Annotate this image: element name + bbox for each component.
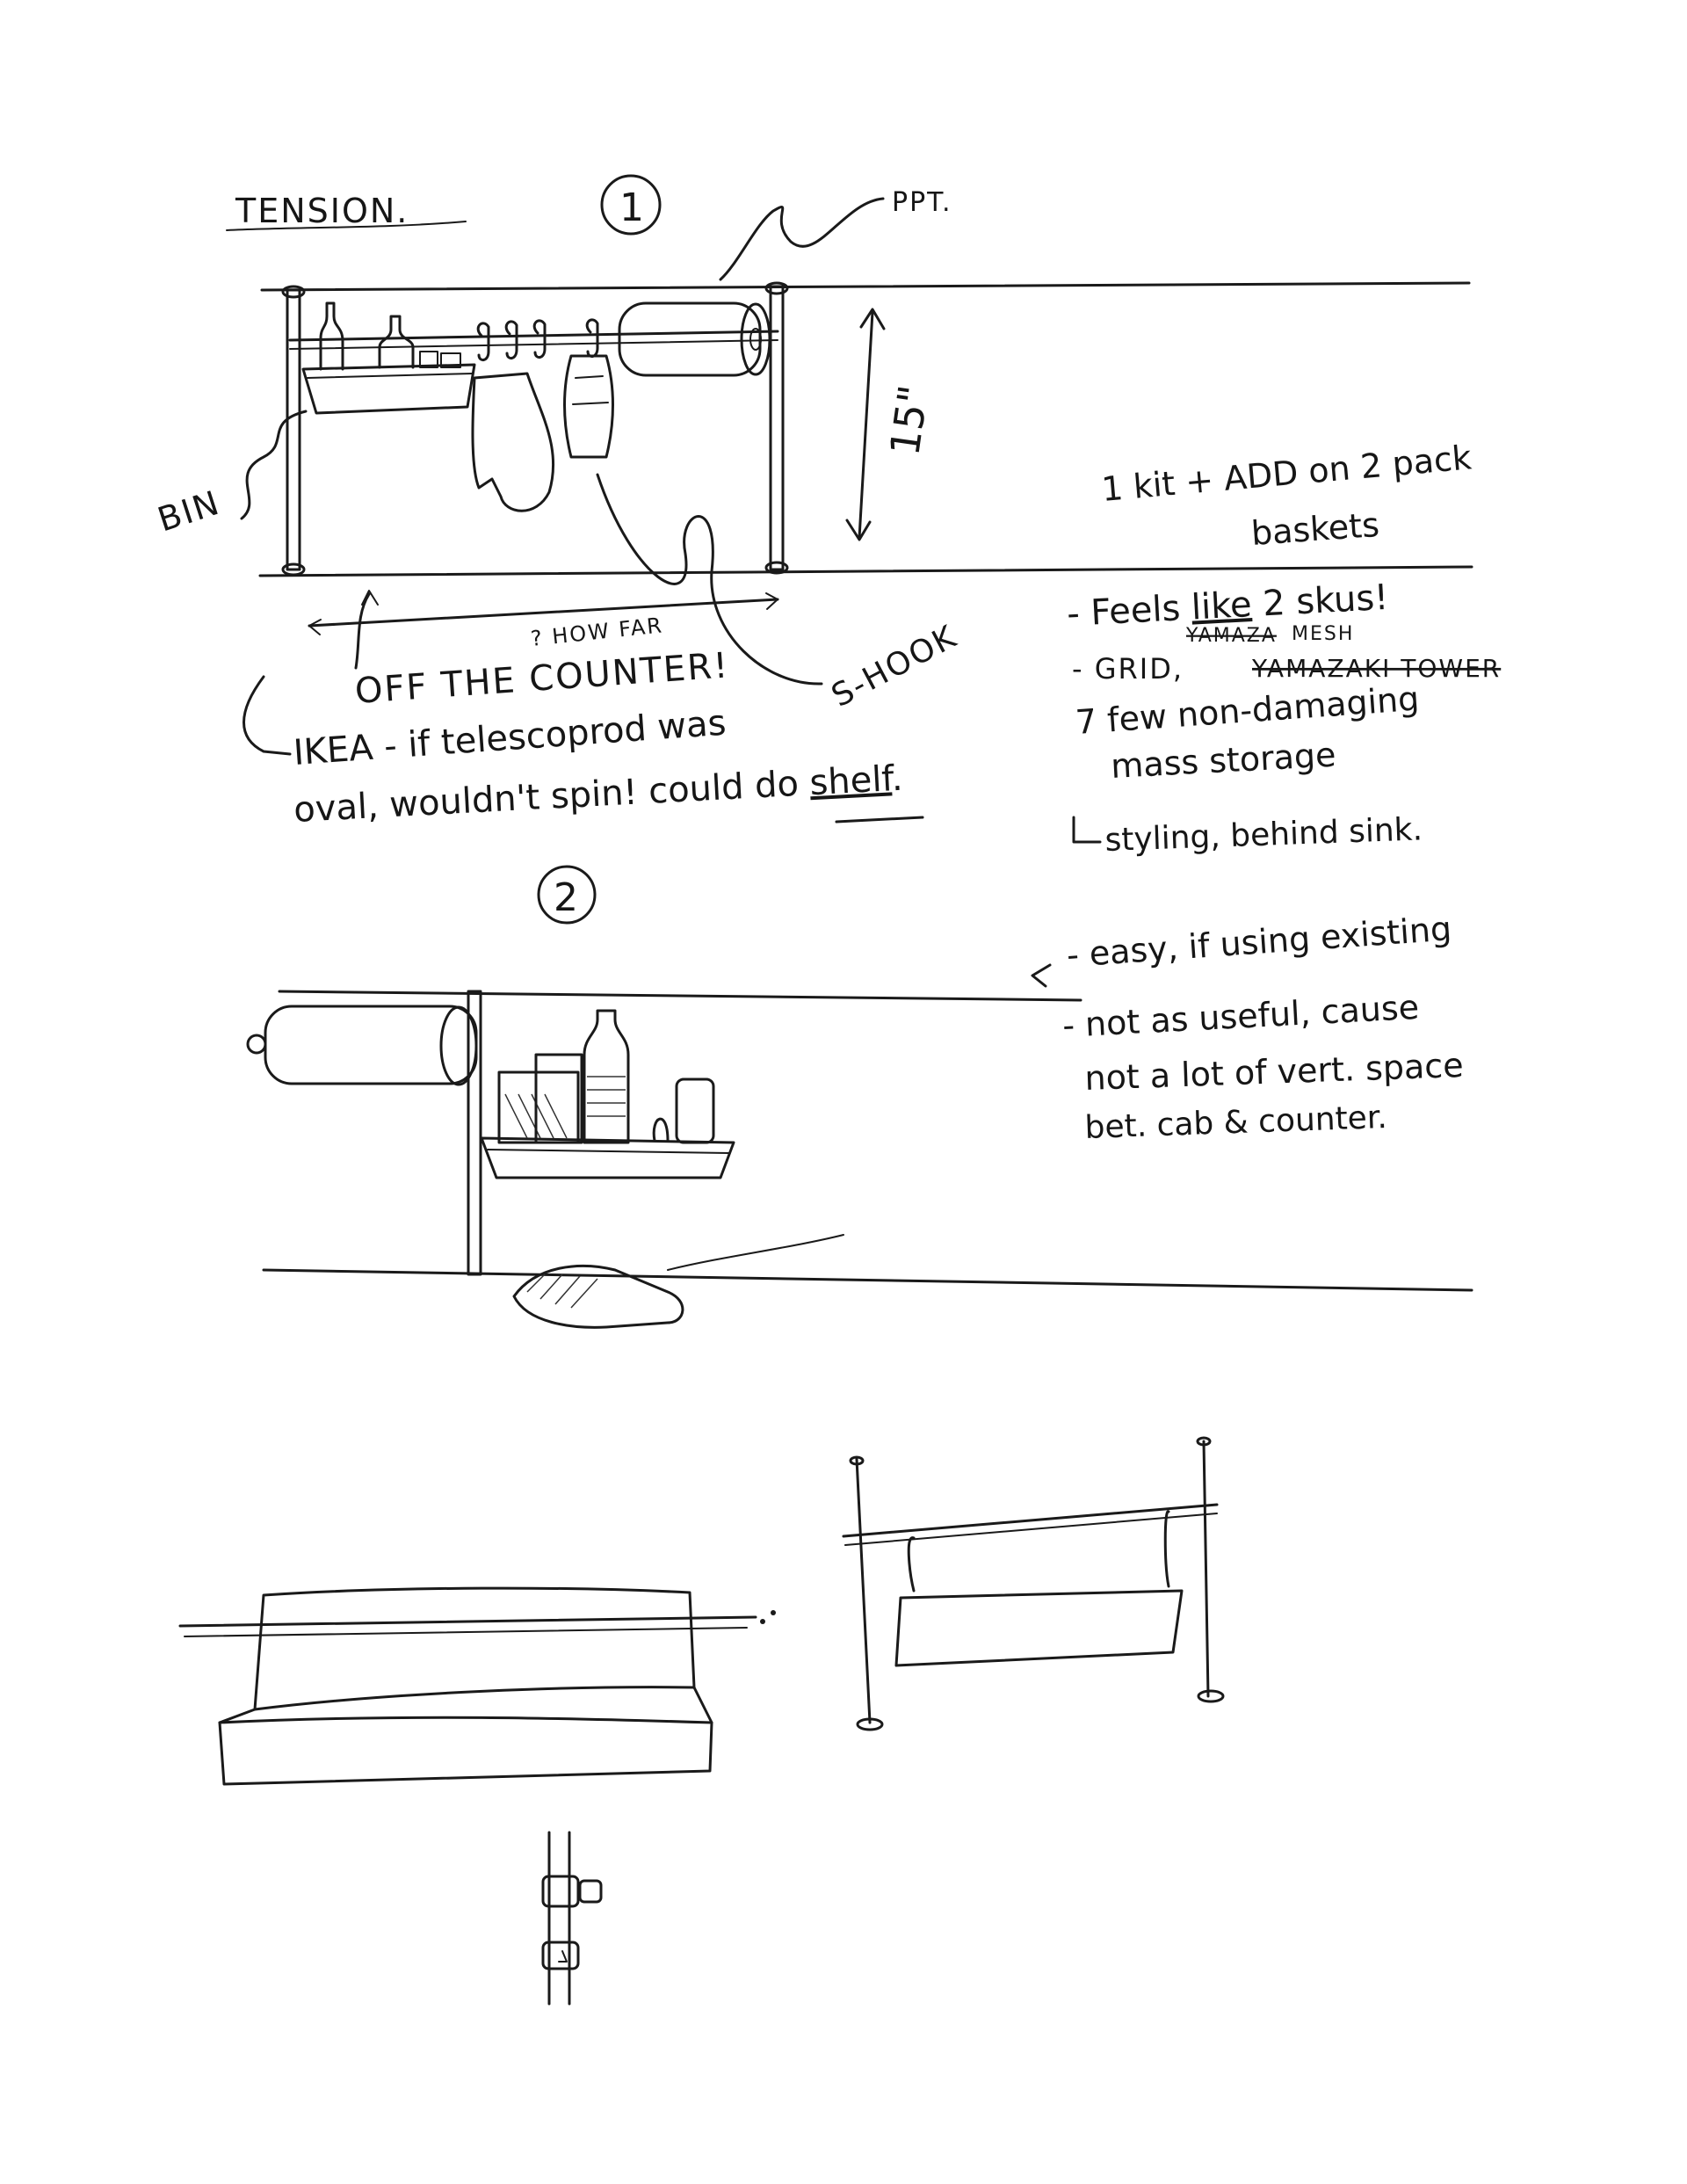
concept-1-number: 1 [619, 185, 644, 230]
styling-note-arrow [1074, 817, 1100, 842]
feels-note-start: - Feels [1066, 587, 1193, 635]
kit-note-line-2: baskets [1249, 504, 1381, 553]
shelf-underline [836, 817, 923, 822]
cabinet-underside-line [262, 283, 1469, 290]
horizontal-rod-lower [290, 340, 778, 349]
concept-2-sketch [248, 867, 1472, 1327]
counter-line [260, 567, 1472, 576]
easy-note-arrow [1032, 965, 1050, 986]
bottle-2 [380, 316, 413, 367]
tray-rim [488, 1150, 729, 1153]
tray-rod-line [180, 1617, 756, 1626]
kit-note-line-1: 1 kit + ADD on 2 pack [1099, 438, 1473, 509]
counter-mitt-hatching [527, 1274, 597, 1308]
ikea-note-arrow [244, 677, 291, 754]
tray-back-wall [255, 1588, 694, 1709]
concept-2-number: 2 [554, 875, 578, 920]
easy-note: - easy, if using existing [1065, 909, 1453, 975]
storage-box-2 [536, 1055, 582, 1143]
bin-leader [242, 411, 306, 519]
offset-arrow-left [309, 620, 321, 635]
clamp-pole [549, 1832, 569, 2004]
useful-note-line-2: not a lot of vert. space [1083, 1045, 1465, 1098]
struck-yamazaki-1: YAMAZA [1186, 625, 1277, 647]
ikea-note-line-2-end: . [890, 758, 904, 800]
off-the-counter-label: OFF THE COUNTER! [353, 645, 731, 712]
small-jar [654, 1119, 668, 1141]
tray-dot-1 [760, 1619, 765, 1624]
ppt-leader [720, 199, 883, 279]
height-dimension-line [859, 312, 872, 538]
rack-right-foot [1198, 1691, 1223, 1701]
styling-note: styling, behind sink. [1104, 811, 1423, 859]
tray-basket [481, 1138, 734, 1178]
rack-basket [896, 1591, 1182, 1665]
mesh-note: MESH [1292, 623, 1355, 645]
s-hook-1 [478, 323, 489, 360]
side-notes [1066, 438, 1501, 859]
rack-right-pole [1204, 1441, 1208, 1696]
paper-towel-2-knob [248, 1035, 265, 1053]
rack-hook-right [1165, 1512, 1169, 1586]
height-arrow-bottom [847, 520, 870, 540]
how-far-label: ? HOW FAR [529, 613, 665, 651]
bottom-sketches [180, 1438, 1223, 2004]
rack-left-pole [857, 1459, 870, 1723]
mitt-shadow-line [668, 1235, 844, 1270]
tray-dot-2 [771, 1610, 776, 1615]
cabinet-2-underside-line [279, 991, 1081, 1000]
s-hook-3 [534, 321, 545, 358]
tray-rod-line-2 [185, 1628, 747, 1636]
hanging-towel [565, 356, 613, 457]
bottle-1 [321, 303, 343, 369]
height-label: 15" [880, 382, 938, 459]
rack-hook-left [909, 1538, 914, 1591]
canister [677, 1079, 713, 1143]
ikea-note-line-2 [293, 758, 903, 831]
feels-note-like: like [1190, 584, 1253, 628]
feels-note-end: 2 skus! [1250, 577, 1390, 625]
paper-towel-2-end [441, 1007, 476, 1085]
bin-basket [303, 365, 474, 413]
clamp-knob [580, 1881, 601, 1902]
few-note-line-1: 7 few non-damaging [1074, 678, 1421, 742]
horizontal-rod [290, 331, 778, 340]
tray-front-wall [220, 1717, 712, 1784]
bottle-2-label [587, 1077, 626, 1116]
clamp-detail-mark [559, 1951, 567, 1962]
ikea-note-shelf: shelf [808, 758, 893, 804]
few-note-line-2: mass storage [1110, 735, 1337, 786]
ikea-note-line-2-start: oval, wouldn't spin! could do [293, 763, 811, 831]
left-tension-pole [287, 290, 300, 570]
ikea-note-line-1: IKEA - if telescoprod was [292, 702, 728, 773]
offset-arrow-line [309, 599, 778, 626]
concept-1-sketch [153, 176, 1472, 831]
rack-rod-2 [845, 1513, 1217, 1545]
s-hook-2 [506, 322, 517, 359]
hanging-oven-mitt [473, 374, 554, 511]
s-hook-label: S-HOOK [825, 618, 964, 715]
paper-towel-roll [619, 303, 760, 375]
sheet-title: TENSION. [235, 192, 409, 230]
s-hook-4 [587, 320, 597, 357]
bin-rim [308, 374, 473, 378]
counter-2-line [264, 1270, 1472, 1290]
right-tension-pole [771, 287, 783, 570]
useful-note-line-1: - not as useful, cause [1061, 987, 1421, 1045]
ppt-label: PPT. [892, 187, 952, 218]
towel-folds [573, 376, 608, 404]
bin-label: BIN [153, 483, 225, 540]
rack-rod [844, 1505, 1217, 1536]
grid-note: - GRID, [1072, 652, 1184, 686]
struck-yamazaki-2: YAMAZAKI TOWER [1252, 654, 1502, 683]
useful-note-line-3: bet. cab & counter. [1083, 1099, 1388, 1146]
